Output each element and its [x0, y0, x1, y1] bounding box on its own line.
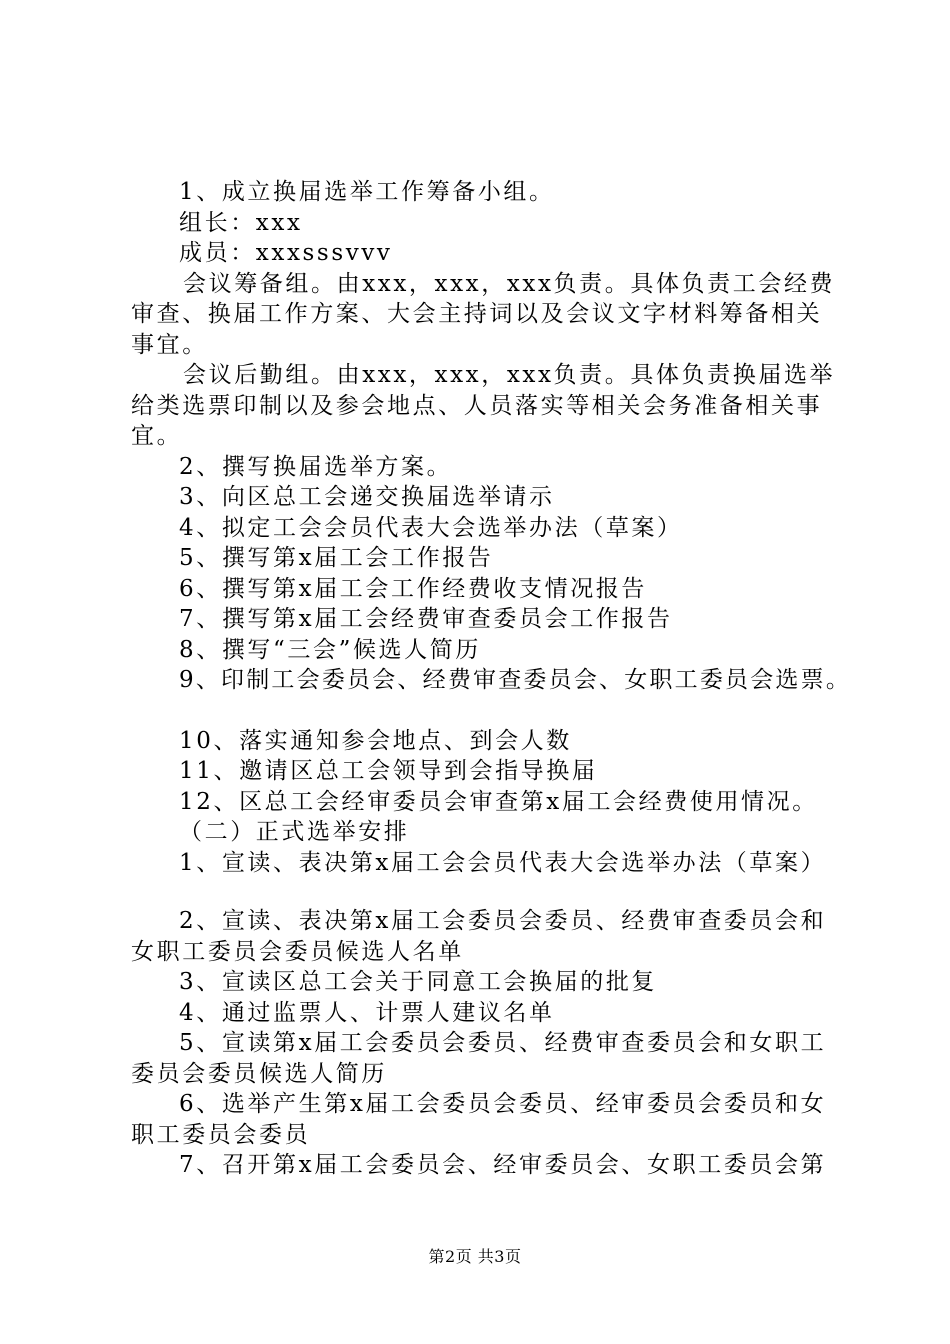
paragraph-10: 6、撰写第x届工会工作经费收支情况报告	[179, 575, 648, 602]
paragraph-5: 会议后勤组。由xxx，xxx，xxx负责。具体负责换届选举给类选票印制以及参会地点、人员落实等相关会务准备相关事宜。	[131, 362, 836, 449]
paragraph-6: 2、撰写换届选举方案。	[179, 453, 453, 480]
paragraph-13: 9、印制工会委员会、经费审查委员会、女职工委员会选票。	[179, 667, 852, 693]
paragraph-2: 组长：xxx	[179, 209, 303, 236]
paragraph-4: 会议筹备组。由xxx，xxx，xxx负责。具体负责工会经费审查、换届工作方案、大会主持词以及会议文字材料筹备相关事宜。	[131, 270, 836, 358]
paragraph-1: 1、成立换届选举工作筹备小组。	[179, 179, 555, 205]
section-heading-formal-election: （二）正式选举安排	[179, 819, 410, 845]
paragraph-11: 7、撰写第x届工会经费审查委员会工作报告	[179, 606, 673, 632]
paragraph-8: 4、拟定工会会员代表大会选举办法（草案）	[179, 514, 683, 541]
paragraph-20: 3、宣读区总工会关于同意工会换届的批复	[179, 969, 658, 995]
paragraph-23: 6、选举产生第x届工会委员会委员、经审委员会委员和女职工委员会委员	[131, 1091, 827, 1148]
paragraph-16: 12、区总工会经审委员会审查第x届工会经费使用情况。	[179, 788, 818, 815]
paragraph-9: 5、撰写第x届工会工作报告	[179, 545, 494, 571]
paragraph-14: 10、落实通知参会地点、到会人数	[179, 727, 572, 754]
paragraph-12: 8、撰写“三会”候选人简历	[179, 636, 481, 663]
paragraph-15: 11、邀请区总工会领导到会指导换届	[179, 758, 598, 784]
page-number-footer: 第2页 共3页	[428, 1247, 522, 1266]
paragraph-7: 3、向区总工会递交换届选举请示	[179, 484, 555, 510]
paragraph-19: 2、宣读、表决第x届工会委员会委员、经费审查委员会和女职工委员会委员候选人名单	[131, 908, 827, 965]
paragraph-21: 4、通过监票人、计票人建议名单	[179, 999, 555, 1026]
paragraph-18: 1、宣读、表决第x届工会会员代表大会选举办法（草案）	[179, 849, 827, 876]
document-body	[131, 177, 852, 1181]
paragraph-22: 5、宣读第x届工会委员会委员、经费审查委员会和女职工委员会委员候选人简历	[131, 1030, 827, 1087]
paragraph-3: 成员：xxxsssvvv	[179, 240, 393, 266]
paragraph-24: 7、召开第x届工会委员会、经审委员会、女职工委员会第	[179, 1152, 827, 1178]
